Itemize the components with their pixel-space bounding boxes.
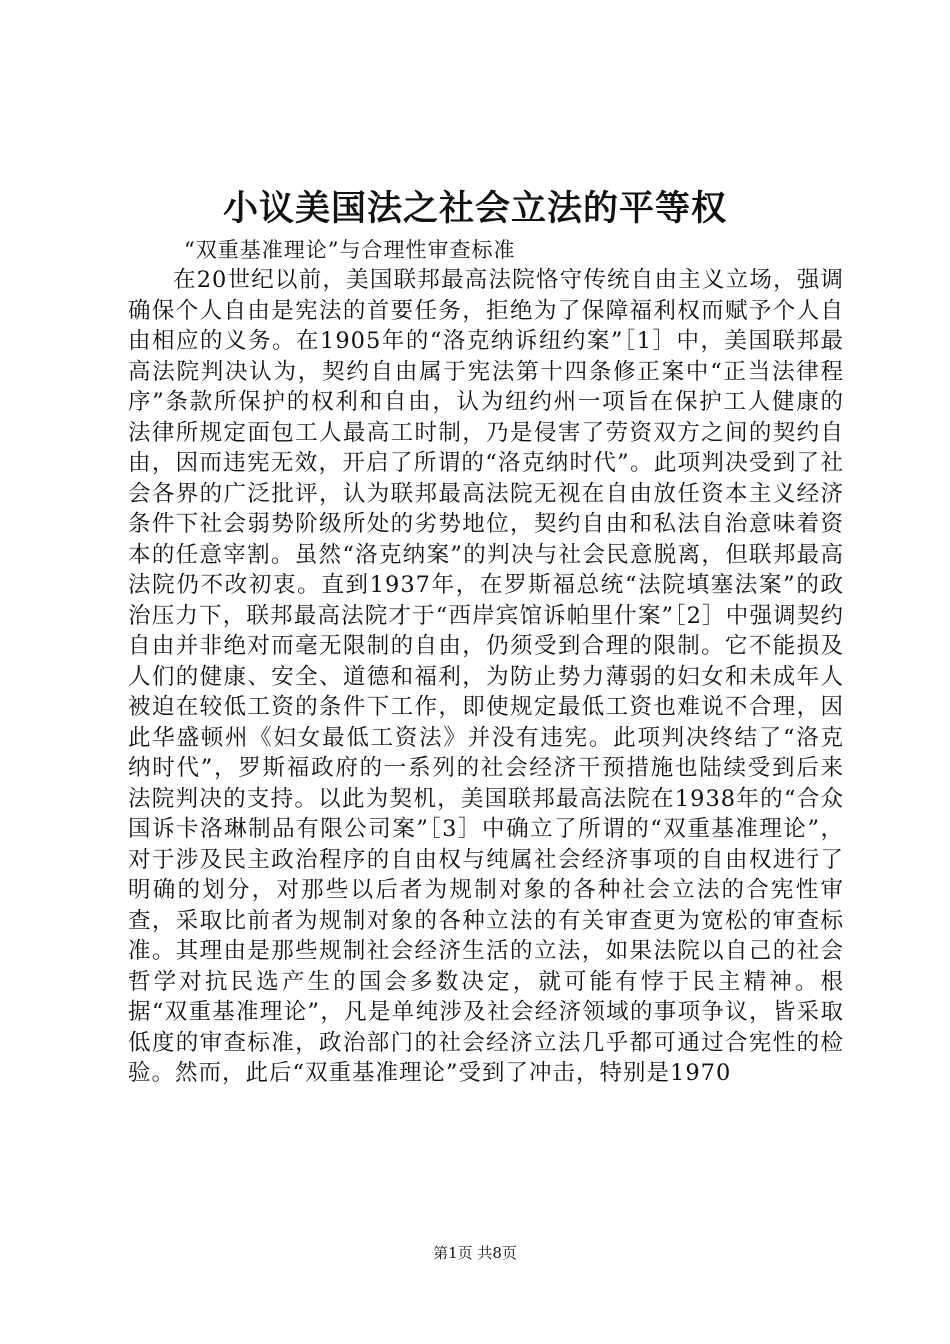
body-paragraph: 在20世纪以前，美国联邦最高法院恪守传统自由主义立场，强调确保个人自由是宪法的首要任务，拒绝为了保障福利权而赋予个人自由相应的义务。在1905年的“洛克纳诉纽约案”［1］中，美国联邦最高法院判决认为，契约自由属于宪法第十四条修正案中“正当法律程序”条款所保护的权利和自由，认为纽约州一项旨在保护工人健康的法律所规定面包工人最高工时制，乃是侵害了劳资双方之间的契约自由，因而违宪无效，开启了所谓的“洛克纳时代”。此项判决受到了社会各界的广泛批评，认为联邦最高法院无视在自由放任资本主义经济条件下社会弱势阶级所处的劣势地位，契约自由和私法自治意味着资本的任意宰割。虽然“洛克纳案”的判决与社会民意脱离，但联邦最高法院仍不改初衷。直到1937年，在罗斯福总统“法院填塞法案”的政治压力下，联邦最高法院才于“西岸宾馆诉帕里什案”［2］中强调契约自由并非绝对而毫无限制的自由，仍须受到合理的限制。它不能损及人们的健康、安全、道德和福利，为防止势力薄弱的妇女和未成年人被迫在较低工资的条件下工作，即使规定最低工资也难说不合理，因此华盛顿州《妇女最低工资法》并没有违宪。此项判决终结了“洛克纳时代”，罗斯福政府的一系列的社会经济干预措施也陆续受到后来法院判决的支持。以此为契机，美国联邦最高法院在1938年的“合众国诉卡洛琳制品有限公司案”［3］中确立了所谓的“双重基准理论”，对于涉及民主政治程序的自由权与纯属社会经济事项的自由权进行了明确的划分，对那些以后者为规制对象的各种社会立法的合宪性审查，采取比前者为规制对象的各种立法的有关审查更为宽松的审查标准。其理由是那些规制社会经济生活的立法，如果法院以自己的社会哲学对抗民选产生的国会多数决定，就可能有悖于民主精神。根据“双重基准理论”，凡是单纯涉及社会经济领域的事项争议，皆采取低度的审查标准，政治部门的社会经济立法几乎都可通过合宪性的检验。然而，此后“双重基准理论”受到了冲击，特别是1970 (128, 267, 844, 1086)
page-title: 小议美国法之社会立法的平等权 (222, 188, 727, 229)
page-number-footer: 第1页 共8页 (433, 1244, 517, 1262)
section-subheading: “双重基准理论”与合理性审查标准 (184, 238, 516, 262)
